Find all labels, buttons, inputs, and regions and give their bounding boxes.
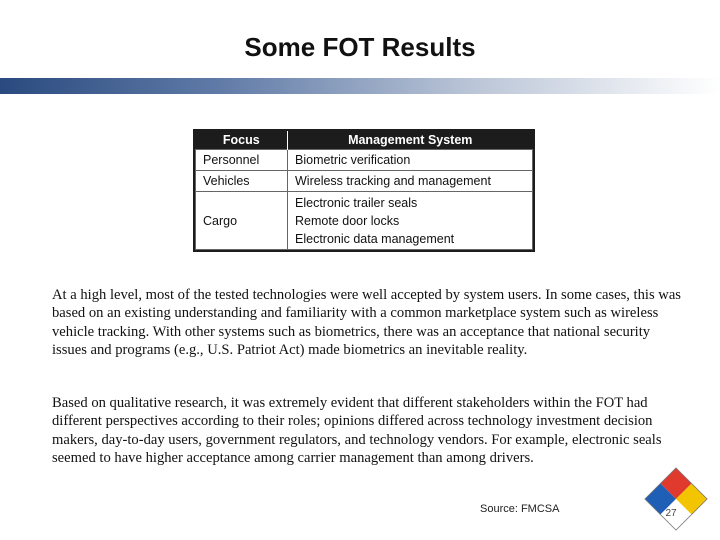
system-cell bbox=[288, 150, 533, 171]
system-item: Biometric verification bbox=[295, 153, 411, 168]
source-citation: Source: FMCSA bbox=[480, 503, 560, 515]
slide-title: Some FOT Results bbox=[244, 32, 476, 62]
focus-cell: Cargo bbox=[196, 192, 288, 250]
body-paragraph-1: At a high level, most of the tested technologies were well accepted by system users. In some cases, this was based on an existing understanding and familiarity with a common marketplace system such as wireless vehicle tracking. With other systems such as biometrics, there was an acceptance that national security issues and programs (e.g., U.S. Patriot Act) made biometrics an inevitable reality. bbox=[52, 287, 681, 358]
system-item: Remote door locks bbox=[295, 213, 400, 228]
table-header-row bbox=[196, 131, 533, 150]
page-number: 27 bbox=[665, 508, 677, 519]
table-row bbox=[196, 192, 533, 250]
header-focus: Focus bbox=[196, 131, 288, 150]
hazard-diamond-icon bbox=[640, 463, 712, 535]
system-item: Electronic data management bbox=[295, 231, 455, 246]
system-item: Wireless tracking and management bbox=[295, 174, 491, 189]
focus-cell: Vehicles bbox=[196, 171, 288, 192]
header-management-system: Management System bbox=[288, 131, 533, 150]
title-divider-bar bbox=[0, 78, 720, 94]
table-row bbox=[196, 150, 533, 171]
focus-cell: Personnel bbox=[196, 150, 288, 171]
system-item: Electronic trailer seals bbox=[295, 195, 418, 210]
system-cell bbox=[288, 192, 533, 250]
body-paragraph-2: Based on qualitative research, it was extremely evident that different stakeholders within the FOT had different perspectives according to their roles; opinions differed across technology investment decision makers, day-to-day users, government regulators, and technology vendors. For example, electronic seals seemed to have higher acceptance among carrier management than among drivers. bbox=[52, 395, 662, 466]
system-cell bbox=[288, 171, 533, 192]
table-row bbox=[196, 171, 533, 192]
management-system-table bbox=[193, 129, 535, 252]
